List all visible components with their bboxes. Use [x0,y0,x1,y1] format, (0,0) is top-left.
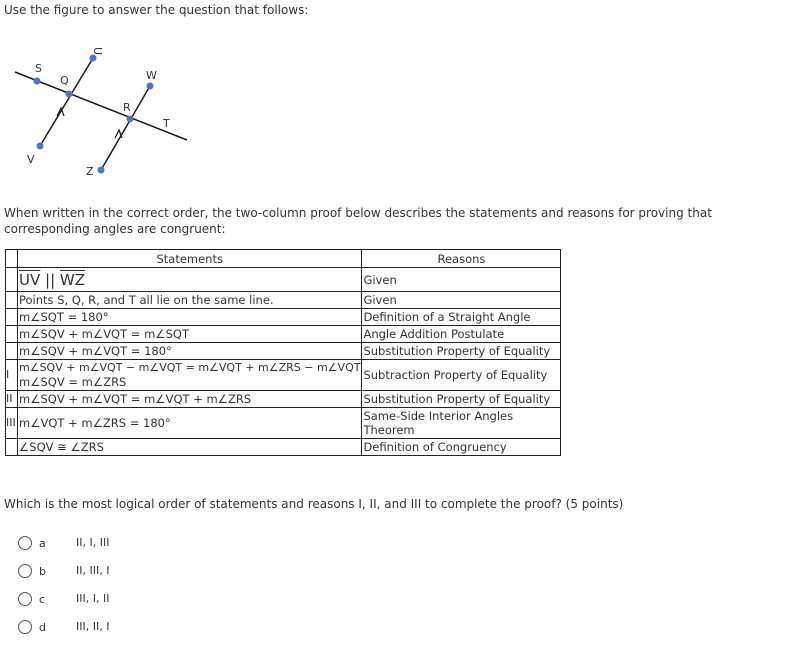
geometry-figure [0,34,200,188]
point-w [147,83,154,90]
label-v: V [27,153,35,166]
reasons-header: Reasons [362,250,561,268]
figure-diagram [0,34,200,184]
row-number: II [6,391,18,408]
statement-cell: m∠VQT + m∠ZRS = 180° [18,408,362,439]
reason-cell: Given [362,268,561,292]
transversal-line [15,72,187,140]
choice-text: III, II, I [76,620,110,633]
statement-line-1: m∠SQV + m∠VQT − m∠VQT = m∠VQT + m∠ZRS − m∠VQT [19,361,361,374]
point-s [34,78,41,85]
row-number [6,326,18,343]
radio-button[interactable] [18,592,32,606]
proof-row [6,326,561,343]
statement-line-2: m∠SQV = m∠ZRS [19,375,127,389]
line-wz [101,86,150,170]
label-q: Q [60,74,69,87]
segment-uv: $\overline{UV}$ [19,271,41,289]
proof-table [5,249,561,456]
statement-cell: ∠SQV ≅ ∠ZRS [18,439,362,456]
intro-text: When written in the correct order, the two-column proof below describes the statements and reasons for proving that corresponding angles are congruent: [4,206,712,236]
radio-button[interactable] [18,564,32,578]
label-w: W [146,69,157,82]
reason-cell: Definition of a Straight Angle [362,309,561,326]
statement-cell: m∠SQV + m∠VQT = m∠SQT [18,326,362,343]
proof-row [6,268,561,292]
row-number [6,309,18,326]
number-header [6,250,18,268]
proof-row [6,309,561,326]
choice-letter: a [39,537,46,550]
line-uv [40,58,93,146]
row-number [6,439,18,456]
row-number: I [6,360,18,391]
proof-header-row [6,250,561,268]
reason-cell: Same-Side Interior Angles Theorem [362,408,561,439]
reason-cell: Substitution Property of Equality [362,343,561,360]
row-number [6,268,18,292]
statement-cell [18,360,362,391]
reason-cell: Substitution Property of Equality [362,391,561,408]
statement-cell: Points S, Q, R, and T all lie on the same line. [18,292,362,309]
point-v [37,143,44,150]
row-number [6,343,18,360]
reason-cell: Definition of Congruency [362,439,561,456]
radio-button[interactable] [18,536,32,550]
question-text: Which is the most logical order of statements and reasons I, II, and III to complete the proof? (5 points) [4,497,624,511]
choice-letter: c [39,593,46,606]
point-u [90,55,97,62]
statement-cell: m∠SQT = 180° [18,309,362,326]
point-r [127,116,134,123]
proof-row [6,360,561,391]
radio-button[interactable] [18,620,32,634]
choice-text: II, III, I [76,564,110,577]
proof-row [6,391,561,408]
point-q [66,91,73,98]
label-s: S [35,62,42,75]
point-z [98,167,105,174]
prompt-text: Use the figure to answer the question that follows: [4,3,309,17]
proof-row [6,343,561,360]
label-z: Z [86,165,94,178]
proof-row [6,439,561,456]
statement-cell: m∠SQV + m∠VQT = 180° [18,343,362,360]
choice-letter: d [39,621,46,634]
reason-cell: Given [362,292,561,309]
parallel-arrow-2 [115,130,122,138]
parallel-symbol: || [45,271,56,289]
label-u: U [91,47,104,56]
reason-cell: Angle Addition Postulate [362,326,561,343]
statements-header: Statements [18,250,362,268]
statement-cell [18,268,362,292]
choice-text: III, I, II [76,592,110,605]
reason-cell: Subtraction Property of Equality [362,360,561,391]
segment-wz: $\overline{WZ}$ [59,271,86,289]
proof-row [6,292,561,309]
row-number [6,292,18,309]
label-r: R [123,101,131,114]
choice-letter: b [39,565,46,578]
row-number: III [6,408,18,439]
choice-text: II, I, III [76,536,110,549]
proof-row [6,408,561,439]
statement-cell: m∠SQV + m∠VQT = m∠VQT + m∠ZRS [18,391,362,408]
label-t: T [163,117,170,130]
